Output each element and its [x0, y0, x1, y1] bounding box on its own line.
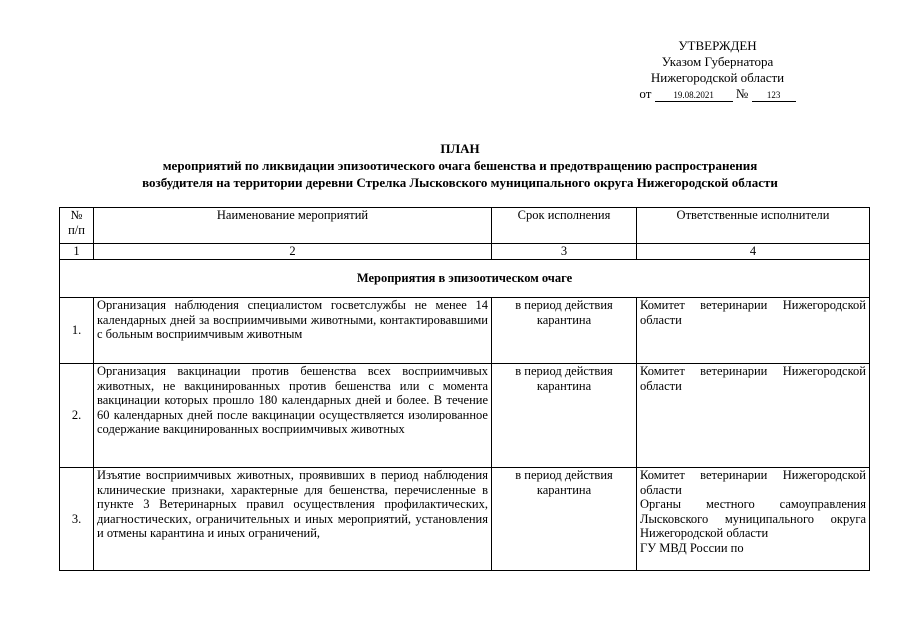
row-term: в период действия карантина [492, 298, 637, 364]
responsible-entry: ГУ МВД России по [640, 540, 744, 555]
row-activity: Организация вакцинации против бешенства всех восприимчивых животных, не вакцинированных против бешенства или с момента вакцинации которых прошло 180 календарных дней и более. В течение 60 календарных дней после вакцинации осуществляется изолированное содержание вакцинированных восприимчивых животных [94, 364, 492, 468]
column-numbers-row [60, 244, 870, 260]
title-line-2: возбудителя на территории деревни Стрелка Лысковского муниципального округа Нижегородской области [142, 175, 778, 190]
row-number: 1. [60, 298, 94, 364]
row-number: 2. [60, 364, 94, 468]
responsible-entry: Комитет ветеринарии Нижегородской области [640, 298, 866, 327]
table-header-row [60, 208, 870, 244]
responsible-entry: Комитет ветеринарии Нижегородской области [640, 468, 866, 497]
from-label: от [639, 86, 652, 101]
header-term: Срок исполнения [492, 208, 637, 244]
table-row [60, 468, 870, 571]
table-row [60, 298, 870, 364]
responsible-entry: Комитет ветеринарии Нижегородской области [640, 364, 866, 393]
title-heading: ПЛАН [440, 141, 480, 156]
row-term: в период действия карантина [492, 468, 637, 571]
responsible-entry: Органы местного самоуправления Лысковского муниципального округа Нижегородской области [640, 497, 866, 541]
document-title [60, 140, 860, 191]
header-responsible: Ответственные исполнители [637, 208, 870, 244]
section-title: Мероприятия в эпизоотическом очаге [60, 260, 870, 298]
row-responsible [637, 364, 870, 468]
col-number-3: 3 [492, 244, 637, 260]
table-row [60, 364, 870, 468]
col-number-1: 1 [60, 244, 94, 260]
approval-block [600, 38, 835, 102]
row-activity: Организация наблюдения специалистом госветслужбы не менее 14 календарных дней за восприимчивыми животными, контактировавшими с больным восприимчивым животным [94, 298, 492, 364]
row-number: 3. [60, 468, 94, 571]
header-num: № п/п [60, 208, 94, 244]
approval-status: УТВЕРЖДЕН [678, 38, 757, 53]
row-responsible [637, 468, 870, 571]
approval-by: Указом Губернатора [661, 54, 774, 69]
row-term: в период действия карантина [492, 364, 637, 468]
header-name: Наименование мероприятий [94, 208, 492, 244]
section-row [60, 260, 870, 298]
approval-number: 123 [752, 90, 796, 102]
row-activity: Изъятие восприимчивых животных, проявивших в период наблюдения клинические признаки, характерные для бешенства, перечисленные в пункте 3 Ветеринарных правил осуществления профилактических, диагностических, ограничительных и иных мероприятий, установления и отмены карантина и иных ограничений, [94, 468, 492, 571]
row-responsible [637, 298, 870, 364]
number-label: № [735, 86, 749, 101]
approval-date-number [600, 86, 835, 102]
approval-date: 19.08.2021 [655, 90, 733, 102]
approval-region: Нижегородской области [650, 70, 785, 85]
title-line-1: мероприятий по ликвидации эпизоотического очага бешенства и предотвращению распространения [162, 158, 758, 173]
col-number-4: 4 [637, 244, 870, 260]
col-number-2: 2 [94, 244, 492, 260]
plan-table [59, 207, 870, 571]
